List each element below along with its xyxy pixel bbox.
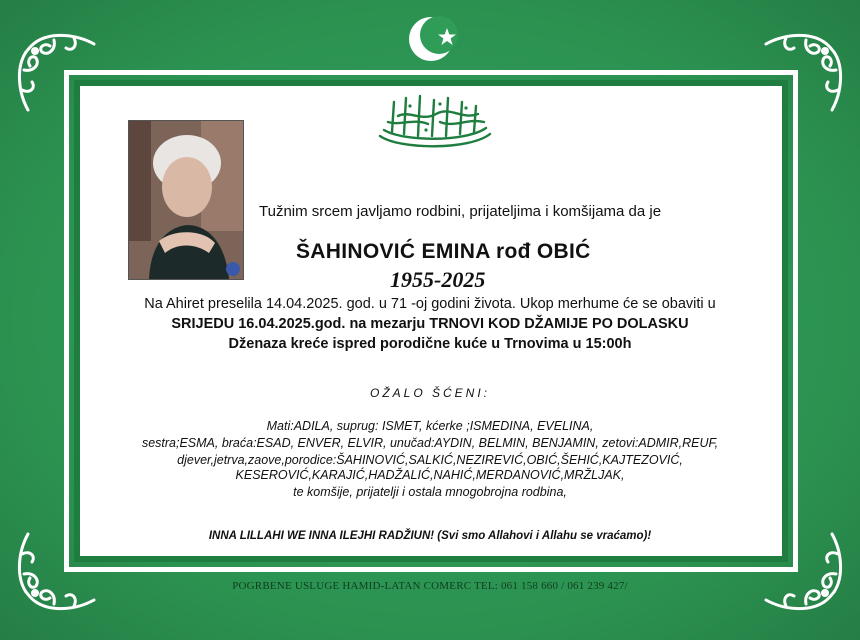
mourners-line: te komšije, prijatelji i ostala mnogobrojna rodbina, — [293, 485, 567, 499]
mourners-line: Mati:ADILA, suprug: ISMET, kćerke ;ISMEDINA, EVELINA, — [266, 419, 594, 433]
mourners-line: sestra;ESMA, braća:ESAD, ENVER, ELVIR, unučad:AYDIN, BELMIN, BENJAMIN, zetovi:ADMIR,REUF, — [141, 436, 719, 450]
crescent-star-icon — [407, 11, 463, 67]
burial-line: SRIJEDU 16.04.2025.god. na mezarju TRNOVI KOD DŽAMIJE PO DOLASKU — [171, 316, 689, 332]
funeral-service-footer: POGRBENE USLUGE HAMID-LATAN COMERC TEL: 061 158 660 / 061 239 427/ — [232, 580, 628, 592]
janazah-line: Dženaza kreće ispred porodične kuće u Trnovima u 15:00h — [228, 336, 632, 352]
life-years: 1955-2025 — [390, 267, 486, 292]
mourners-line: djever,jetrva,zaove,porodice:ŠAHINOVIĆ,SALKIĆ,NEZIREVIĆ,OBIĆ,ŠEHIĆ,KAJTEZOVIĆ, — [177, 453, 683, 467]
deceased-name: ŠAHINOVIĆ EMINA rođ OBIĆ — [296, 240, 591, 263]
mourners-line: KESEROVIĆ,KARAJIĆ,HADŽALIĆ,NAHIĆ,MERDANOVIĆ,MRŽLJAK, — [235, 468, 625, 482]
portrait-illustration — [129, 121, 243, 279]
calligraphy-emblem — [370, 92, 500, 152]
portrait-photo — [128, 120, 244, 280]
intro-text: Tužnim srcem javljamo rodbini, prijateljima i komšijama da je — [259, 203, 662, 220]
closing-prayer: INNA LILLAHI WE INNA ILEJHI RADŽIUN! (Svi smo Allahovi i Allahu se vraćamo)! — [208, 530, 652, 542]
death-date-line: Na Ahiret preselila 14.04.2025. god. u 71 -oj godini života. Ukop merhume će se obaviti u — [144, 296, 716, 312]
mourners-heading: OŽALO ŠĆENI: — [369, 386, 491, 400]
